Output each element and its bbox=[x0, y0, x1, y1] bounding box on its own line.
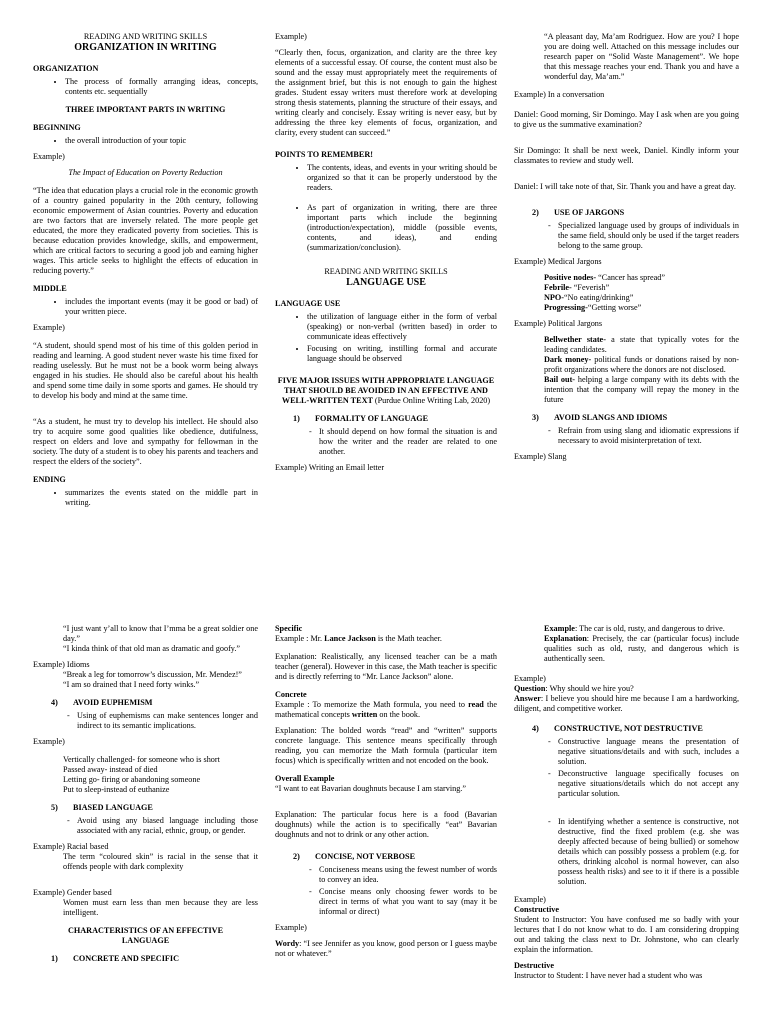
item-number: 1) bbox=[293, 414, 300, 424]
jargon-item bbox=[514, 335, 739, 355]
dash-list bbox=[275, 427, 497, 457]
example-label: Example) Slang bbox=[514, 452, 567, 461]
example-label: Example) In a conversation bbox=[514, 90, 605, 99]
definition: “Cancer has spread” bbox=[596, 273, 665, 282]
definition: political funds or donations raised by non-profit organizations where the donors are not disclosed. bbox=[544, 355, 739, 374]
bullet-list bbox=[33, 136, 258, 146]
item-heading: CONCISE, NOT VERBOSE bbox=[315, 852, 416, 861]
list-item: - Deconstructive language specifically focuses on negative situations/details which do not accept any particular solution. bbox=[558, 769, 739, 799]
paragraph: “I want to eat Bavarian doughnuts because I am starving.” bbox=[275, 784, 466, 793]
item-heading: CONSTRUCTIVE, NOT DESTRUCTIVE bbox=[554, 724, 703, 733]
page-title: LANGUAGE USE bbox=[346, 277, 426, 288]
page-header: READING AND WRITING SKILLS bbox=[83, 32, 208, 41]
item-number: 1) bbox=[51, 954, 58, 963]
euphemism-item: Passed away- instead of died bbox=[63, 765, 158, 774]
dash-list bbox=[514, 817, 739, 887]
term: Positive nodes- bbox=[544, 273, 597, 282]
item-heading: USE OF JARGONS bbox=[554, 208, 625, 217]
paragraph: “Clearly then, focus, organization, and clarity are the three key elements of a successful essay. Of course, the content must also be sound and the essay must appropriately meet the requirements of the assignment brief, but this is not enough to gain the highest grades. Student essay writers must therefore work at developing strong thesis statements, planning the structure of their essays, and writing clearly and concisely. Essay writing is never easy, but by addressing the three key elements of focus, organization, and clarity, every student can succeed.” bbox=[275, 48, 497, 137]
list-item: - Avoid using any biased language including those associated with any racial, ethnic, group, or gender. bbox=[77, 816, 258, 836]
paragraph: The term “coloured skin” is racial in the sense that it offends people with dark complexity bbox=[63, 852, 258, 871]
bullet-list bbox=[275, 312, 497, 364]
paragraph: Explanation: The particular focus here is a food (Bavarian doughnuts) while the action is to specifically “eat” Bavarian doughnuts and not to drink or any other action. bbox=[275, 810, 497, 839]
example-label: Example) Gender based bbox=[33, 888, 112, 897]
section-heading: THREE IMPORTANT PARTS IN WRITING bbox=[65, 105, 226, 115]
term: NPO- bbox=[544, 293, 565, 302]
paragraph: “A student, should spend most of his time of this golden period in reading and learning. A good student never waste his time fixed for reading uselessly. But he must not be a book worm being always engaged in his studies. He should also be careful about his health and spend some time daily in some sports and games. He should try to develop his body and mind at the same time. bbox=[33, 341, 258, 401]
section-heading: LANGUAGE USE bbox=[275, 299, 341, 309]
subsection-heading: Destructive bbox=[514, 961, 555, 970]
list-item: - Constructive language means the presentation of negative situations/details and with such, includes a solution. bbox=[558, 737, 739, 767]
list-item: • Focusing on writing, instilling formal and accurate language should be observed bbox=[307, 344, 497, 364]
page-language-use-3 bbox=[275, 624, 497, 1024]
section-heading: FIVE MAJOR ISSUES WITH APPROPRIATE LANGUAGE THAT SHOULD BE AVOIDED IN AN EFFECTIVE AND WELL-WRITTEN TEXT bbox=[277, 376, 495, 406]
paragraph: “As a student, he must try to develop his intellect. He should also try to acquire some good qualities like obedience, dutifulness, respect on elders and love and sympathy for fellowman in the society. The duty of a student is to obey his parents and teachers and respect the elders of the society”. bbox=[33, 417, 258, 467]
list-item: • the overall introduction of your topic bbox=[65, 136, 258, 146]
bullet-list bbox=[275, 203, 497, 253]
item-heading: BIASED LANGUAGE bbox=[73, 803, 153, 812]
example-line: Example : Mr. Lance Jackson is the Math teacher. bbox=[275, 634, 442, 643]
example-label: Example) Political Jargons bbox=[514, 319, 603, 328]
item-number: 5) bbox=[51, 803, 58, 812]
dash-list bbox=[514, 426, 739, 446]
example-label: Example) Medical Jargons bbox=[514, 257, 602, 266]
list-item: - Concise means only choosing fewer words to be direct in terms of what you want to say (may it be informal or direct) bbox=[319, 887, 497, 917]
dash-list bbox=[33, 711, 258, 731]
page-organization-cont bbox=[275, 32, 497, 572]
section-heading: CHARACTERISTICS OF AN EFFECTIVE LANGUAGE bbox=[67, 926, 224, 945]
jargon-item bbox=[514, 283, 739, 293]
section-heading: ORGANIZATION bbox=[33, 64, 99, 74]
list-item: • As part of organization in writing, there are three important parts which include the beginning (introduction/expectation), middle (possible events, contents, and ideas), and ending (summarization/conclusion). bbox=[307, 203, 497, 253]
jargon-item bbox=[514, 355, 739, 375]
section-heading: POINTS TO REMEMBER! bbox=[275, 150, 373, 159]
paragraph: “I am so drained that I need forty winks.” bbox=[63, 680, 200, 689]
term: Bellwether state- bbox=[544, 335, 606, 344]
bullet-list bbox=[33, 488, 258, 508]
example-label: Example) Idioms bbox=[33, 660, 90, 669]
page-title: ORGANIZATION IN WRITING bbox=[74, 42, 217, 53]
paragraph: Daniel: I will take note of that, Sir. Thank you and have a great day. bbox=[514, 182, 736, 191]
example-line: Explanation: Precisely, the car (particular focus) include qualities such as old, rusty, and dangerous which is authentically seen. bbox=[544, 634, 739, 663]
example-label: Example) bbox=[33, 737, 65, 746]
page-header: READING AND WRITING SKILLS bbox=[324, 267, 448, 276]
list-item: - Specialized language used by groups of individuals in the same field, should only be used if the target readers belong to the same group. bbox=[558, 221, 739, 251]
section-heading: ENDING bbox=[33, 475, 66, 485]
dash-list bbox=[514, 737, 739, 799]
example-label: Example) bbox=[33, 152, 65, 162]
example-label: Example) Racial based bbox=[33, 842, 109, 851]
section-heading: MIDDLE bbox=[33, 284, 67, 294]
paragraph: “I just want y’all to know that I’mma be a great soldier one day.” bbox=[63, 624, 258, 643]
item-heading: FORMALITY OF LANGUAGE bbox=[315, 414, 429, 424]
list-item: - It should depend on how formal the situation is and how the writer and the reader are related to one another. bbox=[319, 427, 497, 457]
subsection-heading: Overall Example bbox=[275, 774, 335, 783]
page-language-use-cont bbox=[514, 32, 739, 572]
term: Dark money- bbox=[544, 355, 592, 364]
paragraph: Student to Instructor: You have confused me so badly with your lectures that I do not know what to do. I am considering dropping out and taking the class next to Dr. Johnstone, who can clearly explain the information. bbox=[514, 915, 739, 954]
item-heading: AVOID SLANGS AND IDIOMS bbox=[554, 413, 668, 422]
term: Progressing- bbox=[544, 303, 588, 312]
term: Bail out- bbox=[544, 375, 576, 384]
definition: helping a large company with its debts with the intention that the company will repay the money in the future bbox=[544, 375, 739, 404]
example-label: Example) Writing an Email letter bbox=[275, 463, 385, 473]
jargon-item bbox=[514, 293, 739, 303]
paragraph: “Break a leg for tomorrow’s discussion, Mr. Mendez!” bbox=[63, 670, 242, 679]
page-language-use-4 bbox=[514, 624, 739, 1024]
example-line: Wordy: “I see Jennifer as you know, good person or I guess maybe not or whatever.” bbox=[275, 939, 497, 958]
example-line: Example: The car is old, rusty, and dangerous to drive. bbox=[544, 624, 725, 633]
jargon-item bbox=[514, 273, 739, 283]
example-label: Example) bbox=[33, 323, 65, 333]
item-heading: CONCRETE AND SPECIFIC bbox=[73, 954, 179, 963]
list-item: • the utilization of language either in the form of verbal (speaking) or non-verbal (written based) in order to communicate ideas effectively bbox=[307, 312, 497, 342]
example-line: Example : To memorize the Math formula, you need to read the mathematical concepts written on the book. bbox=[275, 700, 497, 719]
list-item: • The contents, ideas, and events in your writing should be organized so that it can be properly understood by the readers. bbox=[307, 163, 497, 193]
subsection-heading: Concrete bbox=[275, 690, 307, 699]
source-citation: (Purdue Online Writing Lab, 2020) bbox=[374, 396, 491, 406]
paragraph: Instructor to Student: I have never had a student who was bbox=[514, 971, 703, 980]
jargon-item bbox=[514, 303, 739, 313]
answer-line: Answer: I believe you should hire me because I am a hardworking, diligent, and competitive worker. bbox=[514, 694, 739, 713]
example-label: Example) bbox=[514, 895, 546, 904]
bullet-list bbox=[275, 163, 497, 193]
list-item: - Conciseness means using the fewest number of words to convey an idea. bbox=[319, 865, 497, 885]
definition: a state that typically votes for the leading candidates. bbox=[544, 335, 739, 354]
section-heading: BEGINNING bbox=[33, 123, 81, 133]
item-number: 2) bbox=[293, 852, 300, 861]
dash-list bbox=[514, 221, 739, 251]
list-item: - Refrain from using slang and idiomatic expressions if necessary to avoid misinterpretation of text. bbox=[558, 426, 739, 446]
item-heading: AVOID EUPHEMISM bbox=[73, 698, 153, 707]
page-language-use-2 bbox=[33, 624, 258, 1024]
paragraph: Sir Domingo: It shall be next week, Daniel. Kindly inform your classmates to review and study well. bbox=[514, 146, 739, 165]
example-label: Example) bbox=[275, 923, 307, 932]
item-number: 4) bbox=[532, 724, 539, 733]
paragraph: “A pleasant day, Ma’am Rodriguez. How are you? I hope you are doing well. Attached on this message includes our research paper on “Solid Waste Management”. We hope that this message reaches your end. Thank you and have a wonderful day, Ma’am.” bbox=[544, 32, 739, 81]
definition: “Feverish” bbox=[571, 283, 610, 292]
term: Febrile- bbox=[544, 283, 572, 292]
euphemism-item: Vertically challenged- for someone who is short bbox=[63, 755, 220, 764]
item-number: 3) bbox=[532, 413, 539, 422]
list-item: • The process of formally arranging ideas, concepts, contents etc. sequentially bbox=[65, 77, 258, 97]
question-line: Question: Why should we hire you? bbox=[514, 684, 634, 693]
jargon-item bbox=[514, 375, 739, 405]
dash-list bbox=[33, 816, 258, 836]
paragraph: Explanation: The bolded words “read” and “written” supports concrete language. This sentence means specifically through reading, you can memorize the Math formula (particular item focus) which is specifically written and not encoded on the book. bbox=[275, 726, 497, 765]
definition: “No eating/drinking” bbox=[564, 293, 634, 302]
paragraph: Explanation: Realistically, any licensed teacher can be a math teacher (general). However in this case, the Math teacher is specific and is directly referring to “Mr. Lance Jackson” alone. bbox=[275, 652, 497, 681]
example-label: Example) bbox=[275, 32, 307, 41]
list-item: - Using of euphemisms can make sentences longer and indirect to its semantic implications. bbox=[77, 711, 258, 731]
paragraph: Women must earn less than men because they are less intelligent. bbox=[63, 898, 258, 917]
list-item: • summarizes the events stated on the middle part in writing. bbox=[65, 488, 258, 508]
euphemism-item: Letting go- firing or abandoning someone bbox=[63, 775, 201, 784]
paragraph: “The idea that education plays a crucial role in the economic growth of a country gained popularity in the 20th century, following economic empowerment of Asian countries. Poverty and education are two factors that are inversely related. The more people get educated, the more they eradicated poverty from societies. This is because education provides knowledge, skills, and empowerment, which are critical factors to securing a good job and earning higher wages. This article seeks to highlight the effects of education in reducing poverty.” bbox=[33, 186, 258, 276]
example-label: Example) bbox=[514, 674, 546, 683]
dash-list bbox=[275, 865, 497, 917]
paragraph: Daniel: Good morning, Sir Domingo. May I ask when are you going to give us the summative examination? bbox=[514, 110, 739, 129]
bullet-list bbox=[33, 77, 258, 97]
page-organization bbox=[33, 32, 258, 572]
list-item: - In identifying whether a sentence is constructive, not destructive, find the fixed problem (e.g. she was deeply affected because of being bullied) or somehow details which can possibly possess a problem (e.g. for others, drinking alcohol is normal however, can also possess health risks) and see to it if there is a possible solution. bbox=[558, 817, 739, 887]
bullet-list bbox=[33, 297, 258, 317]
subsection-heading: Specific bbox=[275, 624, 303, 633]
subsection-heading: Constructive bbox=[514, 905, 560, 914]
list-item: • includes the important events (may it be good or bad) of your written piece. bbox=[65, 297, 258, 317]
euphemism-item: Put to sleep-instead of euthanize bbox=[63, 785, 170, 794]
essay-title: The Impact of Education on Poverty Reduction bbox=[68, 168, 223, 178]
paragraph: “I kinda think of that old man as dramatic and goofy.” bbox=[63, 644, 241, 653]
item-number: 2) bbox=[532, 208, 539, 217]
item-number: 4) bbox=[51, 698, 58, 707]
definition: “Getting worse” bbox=[587, 303, 642, 312]
